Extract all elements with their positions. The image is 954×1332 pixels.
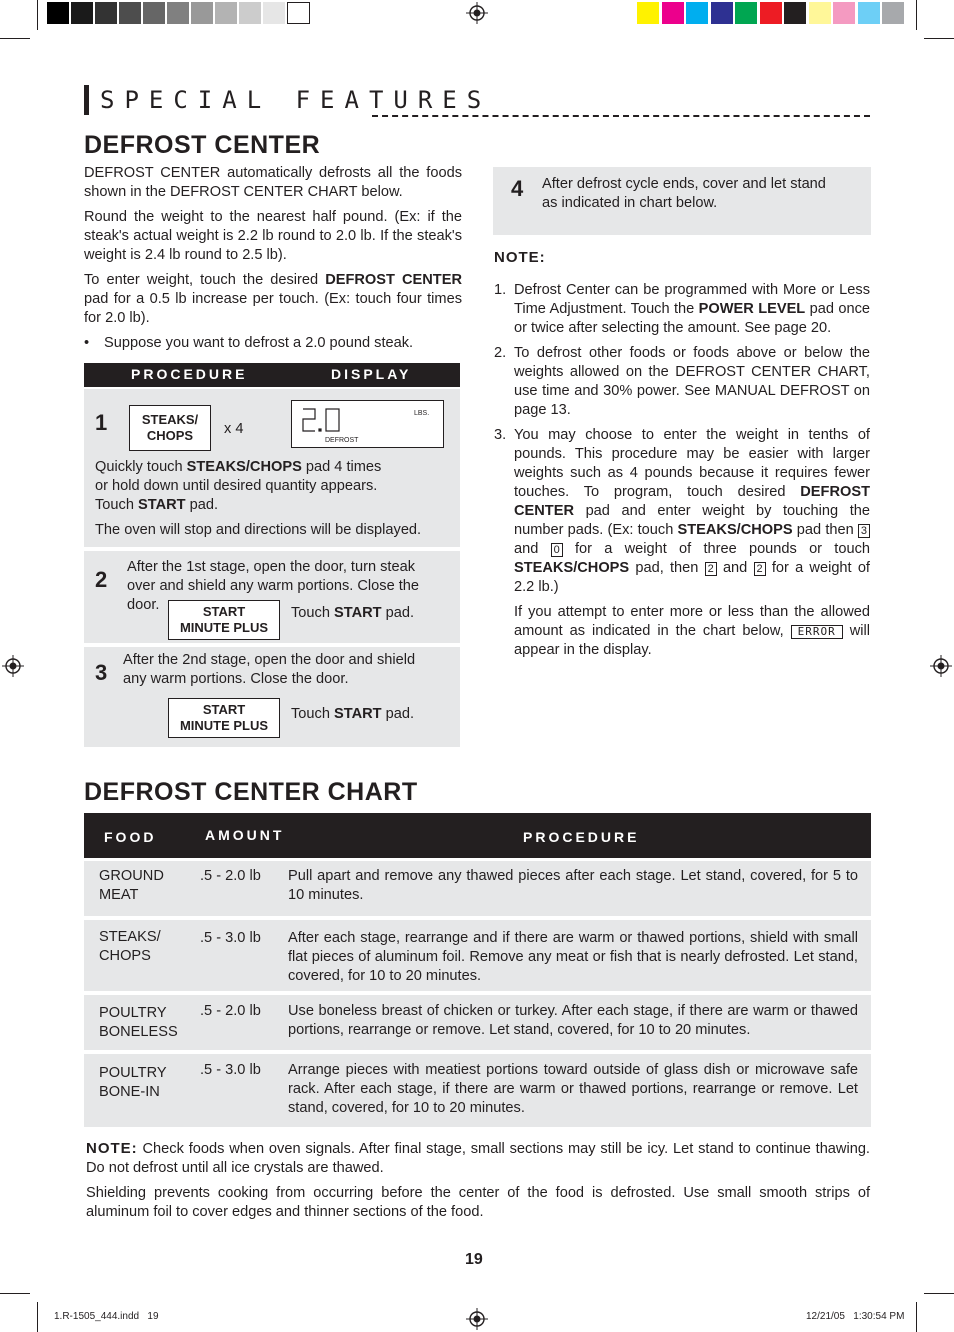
oven-display bbox=[291, 400, 444, 448]
amount-cell: .5 - 2.0 lb bbox=[200, 1003, 261, 1019]
intro-paragraph: Round the weight to the nearest half pound. (Ex: if the steak's actual weight is 2.2 lb round to 2.0 lb. If the steak's weight is 2.4 lb round to 2.5 lb). bbox=[84, 209, 462, 263]
note-item: 3. You may choose to enter the weight in tenths of pounds. This procedure may be easier with larger weights such as 4 pounds because it requires fewer touches. To program, touch desired DEFROST CENTER pad and enter weight by touching the number pads. (Ex: touch STEAKS/CHOPS pad then 3 and 0 for a weight of three pounds or touch STEAKS/CHOPS pad, then 2 and 2 for a weight of 2.2 lb.) bbox=[494, 427, 870, 595]
procedure-cell: Pull apart and remove any thawed pieces after each stage. Let stand, covered, for 5 to 10 minutes. bbox=[288, 868, 858, 903]
number-key-2: 2 bbox=[754, 562, 766, 576]
note-title: NOTE: bbox=[494, 249, 546, 266]
crop-mark bbox=[916, 0, 917, 30]
step-text: The oven will stop and directions will be displayed. bbox=[95, 522, 422, 538]
gray-swatch bbox=[119, 2, 142, 24]
amount-cell: .5 - 3.0 lb bbox=[200, 930, 261, 946]
display-unit: LBS. bbox=[414, 410, 430, 417]
registration-mark-icon bbox=[466, 2, 488, 24]
section-marker bbox=[84, 85, 89, 115]
step-text: After defrost cycle ends, cover and let stand bbox=[542, 176, 826, 192]
start-minute-plus-pad[interactable] bbox=[168, 698, 280, 738]
date-slug: 12/21/05 1:30:54 PM bbox=[806, 1311, 905, 1322]
display-value-text bbox=[292, 401, 293, 402]
crop-mark bbox=[0, 38, 30, 39]
color-swatch bbox=[711, 2, 734, 24]
food-cell: POULTRY BONE-IN bbox=[99, 1065, 167, 1100]
crop-mark bbox=[37, 1302, 38, 1332]
step-text: Quickly touch STEAKS/CHOPS pad 4 times bbox=[95, 459, 382, 475]
step-text: After the 2nd stage, open the door and shield bbox=[123, 652, 416, 668]
color-swatch bbox=[809, 2, 832, 24]
pad-label: MINUTE PLUS bbox=[179, 718, 269, 733]
food-cell: STEAKS/ CHOPS bbox=[99, 929, 161, 964]
chart-header bbox=[84, 813, 871, 858]
step-text: After the 1st stage, open the door, turn steak bbox=[127, 559, 416, 575]
intro-paragraph: To enter weight, touch the desired DEFROST CENTER pad for a 0.5 lb increase per touch. (Ex: touch four times for 2.0 lb). bbox=[84, 272, 462, 326]
shielding-text: Shielding prevents cooking from occurring before the center of the food is defrosted. Use small smooth strips of aluminum foil to cover edges and thinner sections of the food. bbox=[86, 1185, 870, 1220]
step-number: 1 bbox=[95, 410, 108, 435]
note-item: If you attempt to enter more or less than the allowed amount as indicated in the chart below, ERROR will appear in the display. bbox=[514, 604, 871, 658]
step-text: Touch START pad. bbox=[95, 497, 219, 513]
step-text: Touch START pad. bbox=[291, 706, 415, 722]
procedure-cell: Use boneless breast of chicken or turkey. After each stage, if there are warm or thawed portions, rearrange or remove. Let stand, covered, for 10 to 20 minutes. bbox=[288, 1003, 858, 1038]
step-number: 2 bbox=[95, 567, 108, 592]
gray-swatch bbox=[263, 2, 286, 24]
procedure-cell: Arrange pieces with meatiest portions toward outside of glass dish or microwave safe rack. After each stage, if there are warm or thawed portions, rearrange or remove. Let stand, covered, for 10 to 20 minutes. bbox=[288, 1062, 858, 1116]
note-item: 2. To defrost other foods or foods above or below the weights allowed on the DEFROST CENTER CHART, use time and 30% power. See MANUAL DEFROST on page 13. bbox=[494, 345, 870, 418]
pad-label: START bbox=[202, 702, 246, 717]
step-text: or hold down until desired quantity appears. bbox=[95, 478, 378, 494]
chart-header-procedure: PROCEDURE bbox=[523, 829, 640, 845]
amount-cell: .5 - 3.0 lb bbox=[200, 1062, 261, 1078]
step-text: as indicated in chart below. bbox=[542, 195, 718, 211]
color-swatch bbox=[833, 2, 856, 24]
step-text: door. bbox=[127, 597, 160, 613]
gray-swatch bbox=[215, 2, 238, 24]
step-1-text bbox=[95, 458, 455, 540]
error-display: ERROR bbox=[791, 625, 843, 639]
step-number: 4 bbox=[511, 176, 524, 201]
gray-swatch bbox=[95, 2, 118, 24]
touch-count: x 4 bbox=[224, 421, 244, 437]
color-swatch bbox=[662, 2, 685, 24]
chart-header-amount: AMOUNT bbox=[205, 827, 285, 843]
gray-swatch bbox=[71, 2, 94, 24]
color-swatch bbox=[784, 2, 807, 24]
display-digits bbox=[300, 406, 346, 434]
bottom-note-text: NOTE: Check foods when oven signals. After final stage, small sections may still be icy. Let stand to continue thawing. Do not defrost until all ice crystals are thawed. bbox=[86, 1140, 870, 1176]
crop-mark bbox=[0, 1293, 30, 1294]
gray-swatch bbox=[167, 2, 190, 24]
step-text: over and shield any warm portions. Close the bbox=[127, 578, 420, 594]
food-cell: GROUND MEAT bbox=[99, 868, 164, 903]
step-text: Touch START pad. bbox=[291, 605, 415, 621]
color-swatch bbox=[858, 2, 881, 24]
number-key-2: 2 bbox=[705, 562, 717, 576]
registration-mark-icon bbox=[2, 655, 24, 677]
crop-mark bbox=[916, 1302, 917, 1332]
registration-mark-icon bbox=[930, 655, 952, 677]
color-swatch bbox=[686, 2, 709, 24]
section-dash-line bbox=[372, 115, 870, 117]
bottom-note bbox=[86, 1139, 870, 1222]
note-list bbox=[494, 281, 870, 660]
note-item: 1. Defrost Center can be programmed with More or Less Time Adjustment. Touch the POWER LEVEL pad once or twice after selecting the amount. See page 20. bbox=[494, 282, 871, 336]
color-swatch bbox=[637, 2, 660, 24]
pad-label: STEAKS/ bbox=[141, 412, 199, 427]
number-key-0: 0 bbox=[551, 543, 563, 557]
amount-cell: .5 - 2.0 lb bbox=[200, 868, 261, 884]
step-3-text bbox=[123, 651, 453, 689]
gray-swatch bbox=[143, 2, 166, 24]
intro-bullet: • Suppose you want to defrost a 2.0 pound steak. bbox=[84, 335, 414, 351]
number-key-3: 3 bbox=[858, 524, 870, 538]
intro-paragraph: DEFROST CENTER automatically defrosts all the foods shown in the DEFROST CENTER CHART below. bbox=[84, 165, 462, 200]
gray-swatch bbox=[47, 2, 70, 24]
color-swatch bbox=[760, 2, 783, 24]
page-number: 19 bbox=[465, 1251, 483, 1268]
pad-label: MINUTE PLUS bbox=[179, 620, 269, 635]
pad-label: START bbox=[202, 604, 246, 619]
step-text: any warm portions. Close the door. bbox=[123, 671, 349, 687]
step-number: 3 bbox=[95, 660, 108, 685]
chart-header-food: FOOD bbox=[104, 829, 157, 845]
display-mode: DEFROST bbox=[325, 437, 359, 444]
section-label: SPECIAL FEATURES bbox=[100, 86, 492, 114]
steaks-chops-pad[interactable] bbox=[129, 405, 211, 451]
file-slug: 1.R-1505_444.indd 19 bbox=[54, 1311, 159, 1322]
color-swatch bbox=[882, 2, 905, 24]
intro bbox=[84, 164, 462, 353]
procedure-header-label: PROCEDURE bbox=[131, 366, 248, 382]
chart-title: DEFROST CENTER CHART bbox=[84, 778, 418, 806]
procedure-header bbox=[84, 363, 460, 387]
crop-mark bbox=[924, 38, 954, 39]
crop-mark bbox=[37, 0, 38, 30]
registration-mark-icon bbox=[466, 1308, 488, 1330]
page-title: DEFROST CENTER bbox=[84, 131, 321, 159]
crop-mark bbox=[924, 1293, 954, 1294]
pad-label: CHOPS bbox=[146, 428, 194, 443]
gray-swatch bbox=[239, 2, 262, 24]
food-cell: POULTRY BONELESS bbox=[99, 1005, 178, 1040]
gray-swatch bbox=[191, 2, 214, 24]
procedure-cell: After each stage, rearrange and if there are warm or thawed portions, shield with small flat pieces of aluminum foil. Remove any meat or fish that is nearly defrosted. Let stand, covered, for 10 to 20 minutes. bbox=[288, 930, 858, 984]
display-header-label: DISPLAY bbox=[331, 366, 412, 382]
start-minute-plus-pad[interactable] bbox=[168, 600, 280, 640]
color-swatch bbox=[735, 2, 758, 24]
gray-swatch bbox=[287, 2, 310, 24]
step-4-text bbox=[542, 175, 862, 213]
